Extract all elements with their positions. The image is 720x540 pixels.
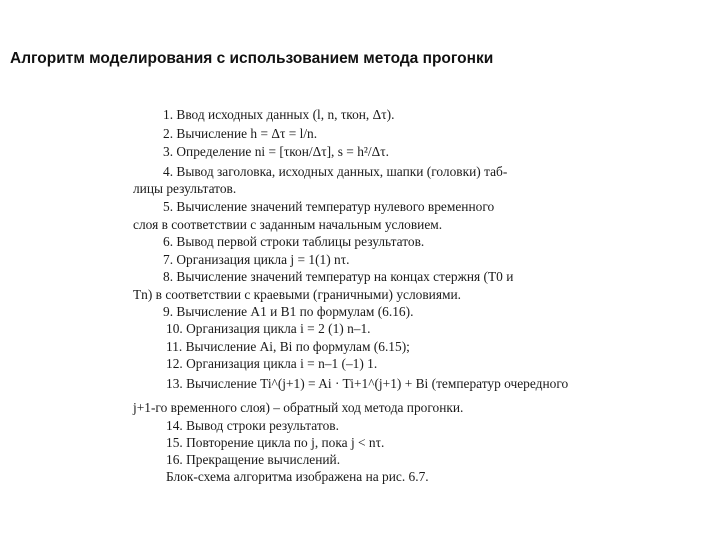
algorithm-line: 5. Вычисление значений температур нулевого временного — [163, 199, 495, 214]
algorithm-line: 15. Повторение цикла по j, пока j < nτ. — [166, 435, 385, 450]
algorithm-line: 10. Организация цикла i = 2 (1) n–1. — [166, 321, 371, 336]
algorithm-line: лицы результатов. — [133, 181, 237, 196]
algorithm-line: 13. Вычисление Ti^(j+1) = Ai · Ti+1^(j+1) + Bi (температур очередного — [166, 376, 569, 391]
algorithm-line: Блок-схема алгоритма изображена на рис. 6.7. — [166, 469, 429, 484]
algorithm-line: 9. Вычисление A1 и B1 по формулам (6.16). — [163, 304, 414, 319]
algorithm-line: слоя в соответствии с заданным начальным условием. — [133, 217, 443, 232]
slide-title: Алгоритм моделирования с использованием метода прогонки — [10, 50, 494, 67]
algorithm-line: 7. Организация цикла j = 1(1) nτ. — [163, 252, 350, 267]
algorithm-line: 16. Прекращение вычислений. — [166, 452, 341, 467]
algorithm-line: 1. Ввод исходных данных (l, n, τкон, Δτ). — [163, 107, 395, 122]
algorithm-line: Tn) в соответствии с краевыми (граничными) условиями. — [133, 287, 461, 302]
algorithm-line: 14. Вывод строки результатов. — [166, 418, 339, 433]
algorithm-line: 8. Вычисление значений температур на концах стержня (T0 и — [163, 269, 514, 284]
algorithm-line: 4. Вывод заголовка, исходных данных, шапки (головки) таб- — [163, 164, 508, 179]
algorithm-line: 12. Организация цикла i = n–1 (–1) 1. — [166, 356, 378, 371]
algorithm-line: 6. Вывод первой строки таблицы результатов. — [163, 234, 425, 249]
algorithm-line: 11. Вычисление Ai, Bi по формулам (6.15); — [166, 339, 410, 354]
algorithm-line: j+1-го временного слоя) – обратный ход метода прогонки. — [133, 400, 464, 415]
algorithm-line: 3. Определение ni = [τкон/Δτ], s = h²/Δτ. — [163, 144, 389, 159]
algorithm-line: 2. Вычисление h = Δτ = l/n. — [163, 126, 318, 141]
